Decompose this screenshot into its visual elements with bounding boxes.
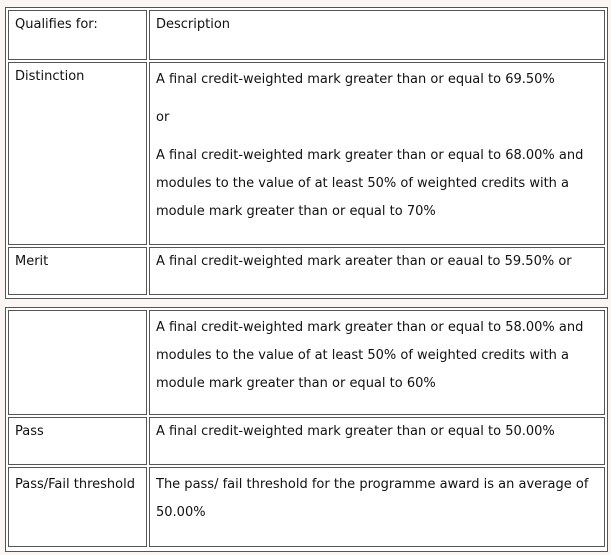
row-label-cell-pass-fail — [8, 467, 147, 547]
distinction-desc-line-4: modules to the value of at least 50% of weighted credits with a — [156, 176, 570, 191]
merit-cont-desc-line-1: A final credit-weighted mark greater than or equal to 58.00% and — [156, 320, 584, 335]
pass-fail-desc-line-1: The pass/ fail threshold for the programme award is an average of — [156, 477, 589, 492]
row-desc-cell-pass-fail — [149, 467, 605, 547]
row-desc-cell-pass — [149, 417, 605, 465]
pass-fail-desc-line-2: 50.00% — [156, 505, 206, 520]
pass-desc-line-1: A final credit-weighted mark greater than or equal to 50.00% — [156, 424, 555, 439]
header-qualifies-for: Qualifies for: — [15, 17, 98, 32]
merit-cont-desc-line-3: module mark greater than or equal to 60% — [156, 376, 436, 391]
row-label-pass: Pass — [15, 424, 44, 439]
header-cell-qualifies — [8, 10, 147, 60]
row-desc-cell-distinction — [149, 62, 605, 245]
merit-desc-line-1: A final credit-weighted mark areater than or eaual to 59.50% or — [156, 254, 572, 269]
distinction-desc-line-3: A final credit-weighted mark greater than or equal to 68.00% and — [156, 148, 584, 163]
row-label-cell-merit — [8, 247, 147, 295]
header-description: Description — [156, 17, 231, 32]
header-cell-description — [149, 10, 605, 60]
row-label-merit: Merit — [15, 254, 49, 269]
row-label-distinction: Distinction — [15, 69, 85, 84]
distinction-desc-or: or — [156, 110, 170, 125]
award-table-top — [5, 7, 608, 299]
distinction-desc-line-5: module mark greater than or equal to 70% — [156, 204, 436, 219]
row-label-cell-distinction — [8, 62, 147, 245]
distinction-desc-line-1: A final credit-weighted mark greater than or equal to 69.50% — [156, 72, 555, 87]
row-desc-cell-merit-cont — [149, 310, 605, 415]
merit-cont-desc-line-2: modules to the value of at least 50% of weighted credits with a — [156, 348, 570, 363]
row-desc-cell-merit — [149, 247, 605, 295]
row-label-pass-fail: Pass/Fail threshold — [15, 477, 135, 492]
row-label-cell-merit-cont — [8, 310, 147, 415]
row-label-cell-pass — [8, 417, 147, 465]
award-table-bottom — [5, 307, 608, 552]
